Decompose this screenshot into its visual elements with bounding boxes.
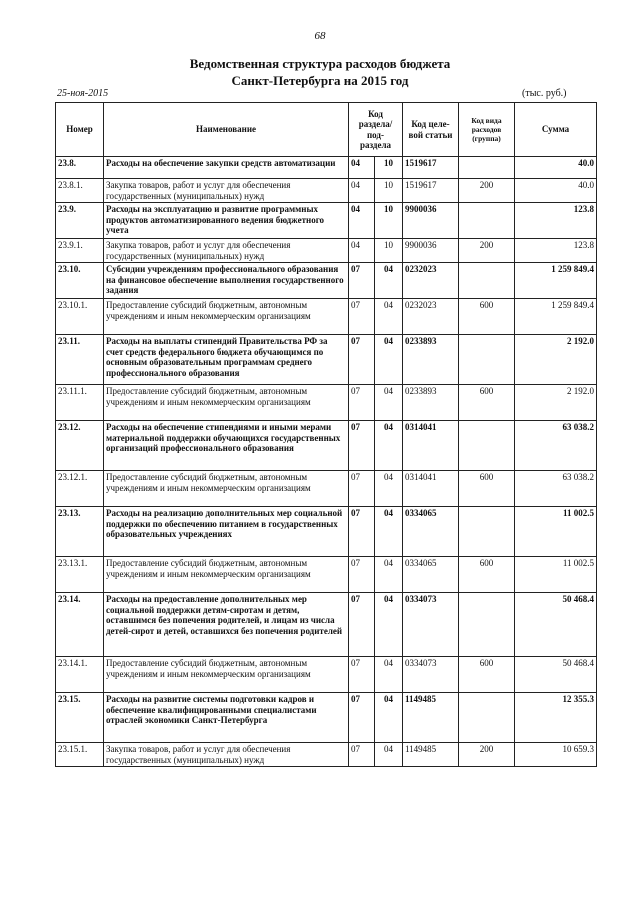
row-name: Предоставление субсидий бюджетным, автономным учреждениям и иным некоммерческим организациям: [104, 299, 349, 335]
page-number: 68: [314, 30, 326, 42]
header-name: Наименование: [104, 103, 349, 157]
row-target-article: 0314041: [403, 471, 459, 507]
row-section: 07: [349, 593, 375, 657]
row-number: 23.14.: [56, 593, 104, 657]
row-sum: 11 002.5: [515, 507, 597, 557]
row-subsection: 04: [375, 263, 403, 299]
row-expense-kind: 600: [459, 657, 515, 693]
row-number: 23.9.: [56, 203, 104, 239]
units-label: (тыс. руб.): [522, 88, 567, 99]
row-number: 23.11.: [56, 335, 104, 385]
row-number: 23.13.: [56, 507, 104, 557]
header-expense-kind: Код вида расходов (группа): [459, 103, 515, 157]
row-number: 23.13.1.: [56, 557, 104, 593]
row-section: 07: [349, 471, 375, 507]
table-row: [56, 557, 597, 593]
row-subsection: 10: [375, 179, 403, 203]
row-expense-kind: 600: [459, 557, 515, 593]
row-subsection: 04: [375, 743, 403, 767]
row-sum: 40.0: [515, 179, 597, 203]
row-number: 23.9.1.: [56, 239, 104, 263]
row-sum: 2 192.0: [515, 335, 597, 385]
table-row: [56, 593, 597, 657]
row-sum: 11 002.5: [515, 557, 597, 593]
row-subsection: 04: [375, 335, 403, 385]
table-row: [56, 299, 597, 335]
row-target-article: 0334073: [403, 593, 459, 657]
row-section: 07: [349, 263, 375, 299]
row-sum: 40.0: [515, 157, 597, 179]
row-subsection: 04: [375, 385, 403, 421]
row-expense-kind: [459, 507, 515, 557]
row-name: Расходы на эксплуатацию и развитие программных продуктов автоматизированного ведения бюджетного учета: [104, 203, 349, 239]
row-section: 07: [349, 421, 375, 471]
row-name: Расходы на предоставление дополнительных мер социальной поддержки детям-сиротам и детям, оставшимся без попечения родителей, и лицам из числа детей-сирот и детей, оставшихся без попечения родителей: [104, 593, 349, 657]
row-number: 23.11.1.: [56, 385, 104, 421]
row-number: 23.8.: [56, 157, 104, 179]
row-section: 07: [349, 335, 375, 385]
row-target-article: 0334065: [403, 557, 459, 593]
row-section: 04: [349, 157, 375, 179]
table-row: [56, 421, 597, 471]
table-row: [56, 239, 597, 263]
row-section: 07: [349, 743, 375, 767]
row-subsection: 10: [375, 203, 403, 239]
row-subsection: 10: [375, 239, 403, 263]
table-header-row: [56, 103, 597, 157]
row-name: Расходы на реализацию дополнительных мер социальной поддержки по обеспечению питанием в государственных образовательных учреждениях: [104, 507, 349, 557]
row-section: 07: [349, 657, 375, 693]
row-expense-kind: [459, 157, 515, 179]
row-section: 07: [349, 557, 375, 593]
row-number: 23.15.: [56, 693, 104, 743]
row-target-article: 9900036: [403, 203, 459, 239]
table-row: [56, 203, 597, 239]
table-row: [56, 157, 597, 179]
row-section: 04: [349, 179, 375, 203]
budget-table: [55, 102, 597, 767]
title-line-1: Ведомственная структура расходов бюджета: [189, 56, 451, 71]
row-number: 23.14.1.: [56, 657, 104, 693]
row-subsection: 04: [375, 557, 403, 593]
row-section: 04: [349, 203, 375, 239]
row-target-article: 0334065: [403, 507, 459, 557]
row-name: Предоставление субсидий бюджетным, автономным учреждениям и иным некоммерческим организациям: [104, 557, 349, 593]
table-row: [56, 743, 597, 767]
row-section: 07: [349, 507, 375, 557]
table-row: [56, 471, 597, 507]
row-subsection: 04: [375, 657, 403, 693]
row-expense-kind: [459, 263, 515, 299]
row-target-article: 9900036: [403, 239, 459, 263]
row-expense-kind: 200: [459, 743, 515, 767]
row-target-article: 0314041: [403, 421, 459, 471]
row-expense-kind: [459, 693, 515, 743]
row-sum: 63 038.2: [515, 421, 597, 471]
row-sum: 63 038.2: [515, 471, 597, 507]
row-expense-kind: 600: [459, 385, 515, 421]
header-sum: Сумма: [515, 103, 597, 157]
row-sum: 50 468.4: [515, 657, 597, 693]
header-number: Номер: [56, 103, 104, 157]
row-section: 07: [349, 385, 375, 421]
row-target-article: 1519617: [403, 157, 459, 179]
row-number: 23.12.1.: [56, 471, 104, 507]
row-expense-kind: 200: [459, 179, 515, 203]
table-row: [56, 385, 597, 421]
row-target-article: 0233893: [403, 385, 459, 421]
table-row: [56, 179, 597, 203]
row-sum: 50 468.4: [515, 593, 597, 657]
row-number: 23.8.1.: [56, 179, 104, 203]
row-target-article: 1519617: [403, 179, 459, 203]
row-sum: 123.8: [515, 203, 597, 239]
row-name: Субсидии учреждениям профессионального образования на финансовое обеспечение выполнения государственного задания: [104, 263, 349, 299]
document-date: 25-ноя-2015: [57, 88, 109, 99]
row-number: 23.10.1.: [56, 299, 104, 335]
row-name: Расходы на обеспечение закупки средств автоматизации: [104, 157, 349, 179]
row-expense-kind: 600: [459, 471, 515, 507]
row-expense-kind: [459, 203, 515, 239]
row-target-article: 1149485: [403, 743, 459, 767]
row-subsection: 04: [375, 507, 403, 557]
row-name: Расходы на развитие системы подготовки кадров и обеспечение квалифицированными специалистами отраслей экономики Санкт-Петербурга: [104, 693, 349, 743]
row-expense-kind: 200: [459, 239, 515, 263]
table-row: [56, 263, 597, 299]
row-expense-kind: 600: [459, 299, 515, 335]
row-number: 23.15.1.: [56, 743, 104, 767]
table-body: [56, 157, 597, 767]
row-target-article: 0232023: [403, 299, 459, 335]
row-sum: 12 355.3: [515, 693, 597, 743]
header-section: Код раздела/ под- раздела: [349, 103, 403, 157]
row-number: 23.12.: [56, 421, 104, 471]
row-section: 07: [349, 299, 375, 335]
row-name: Расходы на выплаты стипендий Правительства РФ за счет средств федерального бюджета обучающимся по основным образовательным программам среднего профессионального образования: [104, 335, 349, 385]
row-section: 07: [349, 693, 375, 743]
table-row: [56, 507, 597, 557]
row-expense-kind: [459, 335, 515, 385]
row-target-article: 1149485: [403, 693, 459, 743]
row-sum: 10 659.3: [515, 743, 597, 767]
document-title: [0, 55, 640, 89]
table-row: [56, 693, 597, 743]
row-subsection: 10: [375, 157, 403, 179]
row-subsection: 04: [375, 421, 403, 471]
row-subsection: 04: [375, 299, 403, 335]
row-subsection: 04: [375, 471, 403, 507]
row-name: Предоставление субсидий бюджетным, автономным учреждениям и иным некоммерческим организациям: [104, 471, 349, 507]
row-sum: 1 259 849.4: [515, 299, 597, 335]
row-name: Расходы на обеспечение стипендиями и иными мерами материальной поддержки обучающихся государственных организаций профессионального образования: [104, 421, 349, 471]
row-name: Закупка товаров, работ и услуг для обеспечения государственных (муниципальных) нужд: [104, 179, 349, 203]
row-number: 23.10.: [56, 263, 104, 299]
row-expense-kind: [459, 593, 515, 657]
table-row: [56, 335, 597, 385]
row-subsection: 04: [375, 693, 403, 743]
row-name: Предоставление субсидий бюджетным, автономным учреждениям и иным некоммерческим организациям: [104, 657, 349, 693]
row-sum: 123.8: [515, 239, 597, 263]
row-name: Закупка товаров, работ и услуг для обеспечения государственных (муниципальных) нужд: [104, 239, 349, 263]
row-section: 04: [349, 239, 375, 263]
row-target-article: 0233893: [403, 335, 459, 385]
row-name: Закупка товаров, работ и услуг для обеспечения государственных (муниципальных) нужд: [104, 743, 349, 767]
table-row: [56, 657, 597, 693]
title-line-2: Санкт-Петербурга на 2015 год: [231, 73, 409, 88]
row-target-article: 0334073: [403, 657, 459, 693]
header-target: Код целе- вой статьи: [403, 103, 459, 157]
row-sum: 1 259 849.4: [515, 263, 597, 299]
row-subsection: 04: [375, 593, 403, 657]
row-expense-kind: [459, 421, 515, 471]
row-target-article: 0232023: [403, 263, 459, 299]
row-sum: 2 192.0: [515, 385, 597, 421]
row-name: Предоставление субсидий бюджетным, автономным учреждениям и иным некоммерческим организациям: [104, 385, 349, 421]
